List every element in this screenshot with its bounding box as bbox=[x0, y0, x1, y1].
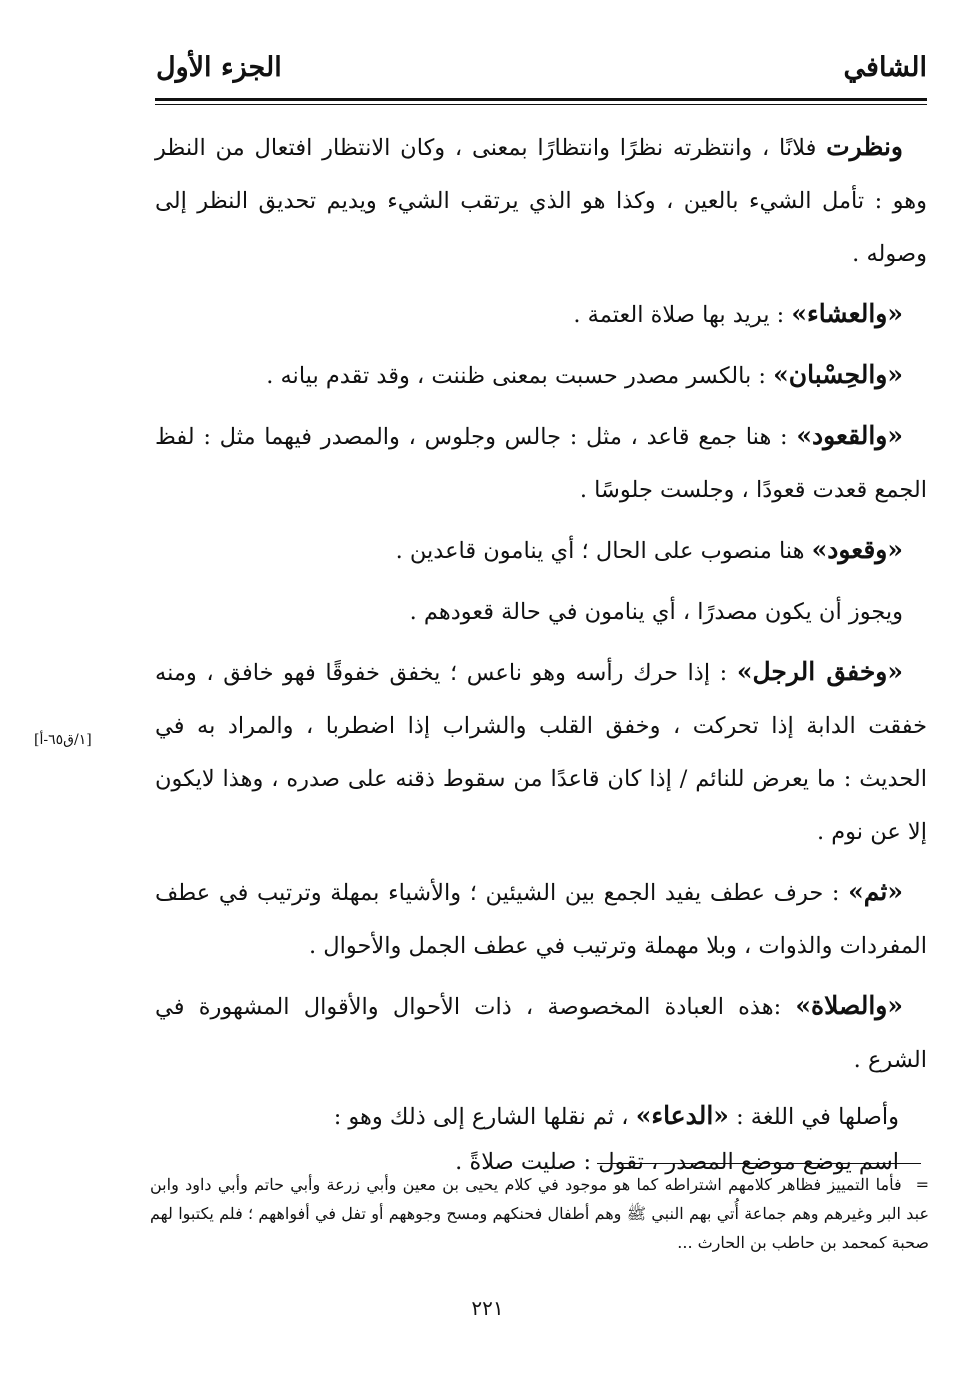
paragraph bbox=[155, 348, 927, 403]
footnote bbox=[150, 1170, 929, 1257]
footnote-rule bbox=[597, 1163, 921, 1164]
paragraph bbox=[155, 584, 927, 639]
main-text bbox=[155, 120, 927, 1185]
paragraph-text: : هنا جمع قاعد ، مثل : جالس وجلوس ، والمصدر فيهما مثل : لفظ الجمع قعدت قعودًا ، وجلست جلوسًا . bbox=[155, 424, 927, 503]
term: «ثم» bbox=[848, 877, 903, 906]
paragraph-text: وأصلها في اللغة : bbox=[728, 1104, 899, 1130]
paragraph-text: اسم يوضع موضع المصدر ، تقول : صليت صلاةً . bbox=[455, 1149, 899, 1175]
term: «والعشاء» bbox=[791, 299, 903, 328]
term: ونظرت bbox=[826, 132, 903, 161]
term: «والحِسْبان» bbox=[773, 360, 903, 389]
term: «وخفق الرجل» bbox=[736, 657, 903, 686]
paragraph bbox=[155, 287, 927, 342]
paragraph-text: فلانًا ، وانتظرته نظرًا وانتظارًا بمعنى ، وكان الانتظار افتعال من النظر وهو : تأمل الشيء بالعين ، وكذا هو الذي يرتقب الشيء ويديم تحديق النظر إلى وصوله . bbox=[155, 135, 927, 267]
paragraph bbox=[155, 409, 927, 517]
manuscript-folio-note: [١/ق٦٥-أ] bbox=[34, 732, 92, 748]
paragraph-text: : بالكسر مصدر حسبت بمعنى ظننت ، وقد تقدم بيانه . bbox=[266, 363, 774, 389]
paragraph-text: : حرف عطف يفيد الجمع بين الشيئين ؛ والأشياء بمهلة وترتيب في عطف المفردات والذوات ، وبلا مهملة وترتيب في عطف الجمل والأحوال . bbox=[155, 880, 927, 959]
term: «الدعاء» bbox=[635, 1101, 729, 1130]
paragraph bbox=[155, 645, 927, 859]
paragraph-text: : يريد بها صلاة العتمة . bbox=[573, 302, 792, 328]
paragraph bbox=[155, 120, 927, 281]
paragraph bbox=[155, 865, 927, 973]
term: «والقعود» bbox=[796, 421, 903, 450]
paragraph-text: ، ثم نقلها الشارع إلى ذلك وهو : bbox=[333, 1104, 636, 1130]
paragraph-text: : إذا حرك رأسه وهو ناعس ؛ يخفق خفوقًا فهو خافق ، ومنه خفقت الدابة إذا تحركت ، وخفق القلب والشراب إذا اضطربا ، والمراد به في الحديث : ما يعرض للنائم / إذا كان قاعدًا من سقوط ذقنه على صدره ، وهذا لايكون إلا عن نوم . bbox=[155, 660, 927, 845]
paragraph-indented bbox=[155, 1093, 927, 1140]
footnote-mark: = bbox=[915, 1175, 929, 1194]
paragraph-text: هنا منصوب على الحال ؛ أي ينامون قاعدين . bbox=[395, 538, 812, 564]
paragraph-text: ويجوز أن يكون مصدرًا ، أي ينامون في حالة قعودهم . bbox=[409, 599, 903, 625]
term: «وقعود» bbox=[811, 535, 903, 564]
header-rule bbox=[155, 98, 927, 101]
running-header-volume: الجزء الأول bbox=[156, 52, 282, 83]
header-rule-thin bbox=[155, 104, 927, 105]
paragraph bbox=[155, 523, 927, 578]
page-number: ٢٢١ bbox=[471, 1296, 504, 1320]
footnote-text: فأما التمييز فظاهر كلامهم اشتراطه كما هو موجود في كلام يحيى بن معين وأبي زرعة وأبي حاتم وأبي داود وابن عبد البر وغيرهم وهم جماعة أُتي بهم النبي ﷺ وهم أطفال فحنكهم ومسح وجوههم أو تفل في أفواههم ؛ فلم يكتبوا لهم صحبة كمحمد بن حاطب بن الحارث ... bbox=[150, 1175, 929, 1252]
paragraph-text: :هذه العبادة المخصوصة ، ذات الأحوال والأقوال المشهورة في الشرع . bbox=[155, 994, 927, 1073]
running-header-title: الشافي bbox=[843, 52, 927, 83]
paragraph bbox=[155, 979, 927, 1087]
term: «والصلاة» bbox=[795, 991, 903, 1020]
